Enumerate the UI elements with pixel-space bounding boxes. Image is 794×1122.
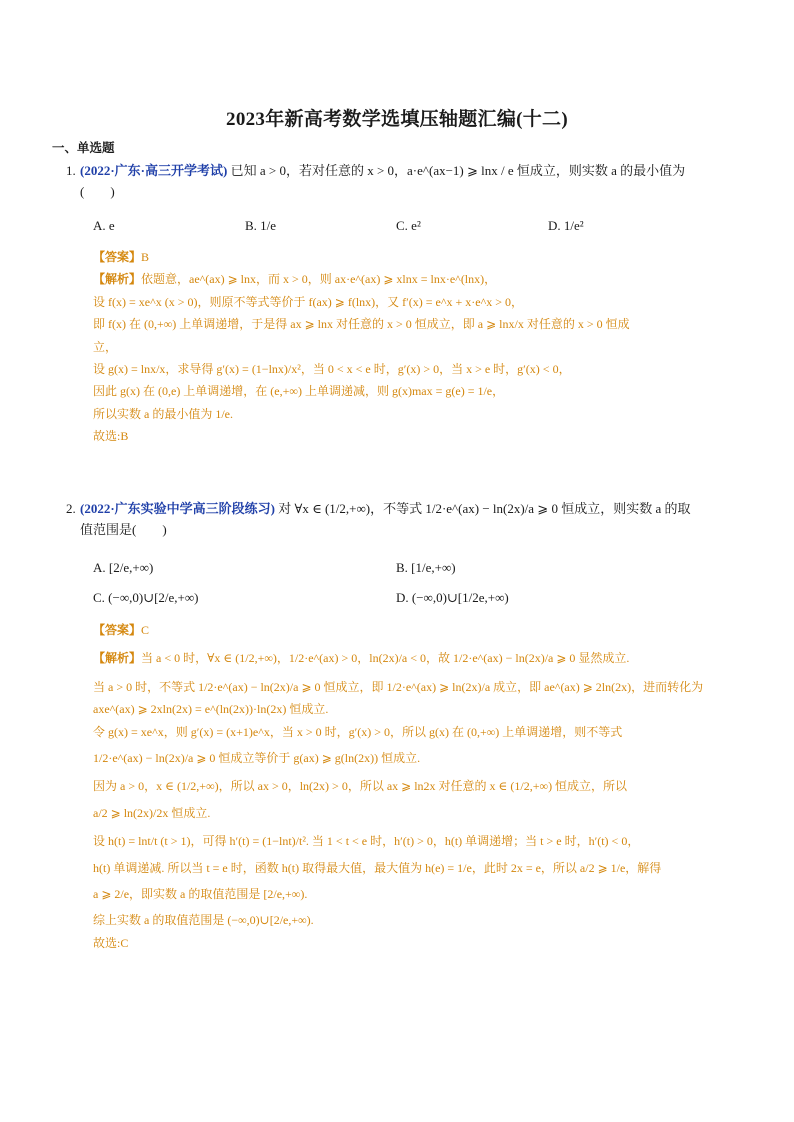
analysis-line [93,268,733,290]
option-a: A. e [93,218,115,233]
question-number: 1. [66,163,76,178]
analysis-line: a ⩾ 2/e，即实数 a 的取值范围是 [2/e,+∞). [93,887,308,902]
analysis-line: 立， [93,339,118,354]
analysis-line: 当 a > 0 时，不等式 1/2·e^(ax) − ln(2x)/a ⩾ 0 恒成立，即 1/2·e^(ax) ⩾ ln(2x)/a 成立，即 ae^(ax) ⩾ 2ln(2x)，进而转化为 [93,679,704,694]
analysis-line: 即 f(x) 在 (0,+∞) 上单调递增，于是得 ax ⩾ lnx 对任意的 x > 0 恒成立，即 a ⩾ lnx/x 对任意的 x > 0 恒成 [93,317,630,332]
option-a: A. [2/e,+∞) [93,560,154,575]
analysis-line: 因为 a > 0，x ∈ (1/2,+∞)，所以 ax > 0，ln(2x) > 0，所以 ax ⩾ ln2x 对任意的 x ∈ (1/2,+∞) 恒成立，所以 [93,779,628,794]
analysis-text: 当 a < 0 时，∀x ∈ (1/2,+∞)，1/2·e^(ax) > 0，ln(2x)/a < 0，故 1/2·e^(ax) − ln(2x)/a ⩾ 0 显然成立. [141,651,630,666]
option-b: B. [1/e,+∞) [396,560,456,575]
question-2 [66,498,730,540]
analysis-text: 依题意，ae^(ax) ⩾ lnx，而 x > 0，则 ax·e^(ax) ⩾ xlnx = lnx·e^(lnx)， [141,272,497,287]
answer-value: B [141,250,150,264]
analysis-line: h(t) 单调递减. 所以当 t = e 时，函数 h(t) 取得最大值，最大值为 h(e) = 1/e，此时 2x = e，所以 a/2 ⩾ 1/e，解得 [93,860,662,875]
analysis-line: 1/2·e^(ax) − ln(2x)/a ⩾ 0 恒成立等价于 g(ax) ⩾ g(ln(2x)) 恒成立. [93,751,421,766]
analysis-line: 综上实数 a 的取值范围是 (−∞,0)∪[2/e,+∞). [93,913,314,928]
analysis-line: 所以实数 a 的最小值为 1/e. [93,406,233,421]
section-heading: 一、单选题 [52,141,115,155]
option-b: B. 1/e [245,218,277,233]
q2-answer-block [93,619,733,954]
answer-value: C [141,623,150,637]
question-number: 2. [66,501,76,516]
question-source: (2022·广东·高三开学考试) [80,163,228,178]
analysis-line [93,647,733,669]
analysis-line: 因此 g(x) 在 (0,e) 上单调递增，在 (e,+∞) 上单调递减，则 g(x)max = g(e) = 1/e， [93,384,505,399]
question-1 [66,160,730,202]
page-title: 2023年新高考数学选填压轴题汇编(十二) [226,109,568,130]
question-source: (2022·广东实验中学高三阶段练习) [80,501,275,516]
answer-line [93,246,733,268]
question-stem-cont: 值范围是( ) [80,522,167,537]
analysis-line: 故选:C [93,935,129,950]
answer-line [93,619,733,641]
analysis-line: 设 f(x) = xe^x (x > 0)，则原不等式等价于 f(ax) ⩾ f(lnx)，又 f′(x) = e^x + x·e^x > 0， [93,294,523,309]
analysis-line: 故选:B [93,429,129,444]
answer-tag: 【答案】 [93,250,142,264]
analysis-line: 设 g(x) = lnx/x，求导得 g′(x) = (1−lnx)/x²，当 0 < x < e 时，g′(x) > 0，当 x > e 时，g′(x) < 0， [93,362,571,377]
option-c: C. (−∞,0)∪[2/e,+∞) [93,590,199,605]
analysis-line: a/2 ⩾ ln(2x)/2x 恒成立. [93,805,211,820]
analysis-tag: 【解析】 [93,272,142,287]
option-c: C. e² [396,218,421,233]
answer-tag: 【答案】 [93,623,142,637]
analysis-line: 设 h(t) = lnt/t (t > 1)，可得 h′(t) = (1−lnt)/t². 当 1 < t < e 时，h′(t) > 0，h(t) 单调递增；当 t > e 时，h′(t) < 0， [93,834,640,849]
analysis-line: 令 g(x) = xe^x，则 g′(x) = (x+1)e^x，当 x > 0 时，g′(x) > 0，所以 g(x) 在 (0,+∞) 上单调递增，则不等式 [93,724,623,739]
analysis-line: axe^(ax) ⩾ 2xln(2x) = e^(ln(2x))·ln(2x) 恒成立. [93,702,329,717]
question-stem: 对 ∀x ∈ (1/2,+∞)，不等式 1/2·e^(ax) − ln(2x)/a ⩾ 0 恒成立，则实数 a 的取 [278,501,691,516]
option-d: D. (−∞,0)∪[1/2e,+∞) [396,590,509,605]
q1-answer-block [93,246,733,448]
question-stem: 已知 a > 0，若对任意的 x > 0，a·e^(ax−1) ⩾ lnx / e 恒成立，则实数 a 的最小值为 [230,163,686,178]
analysis-tag: 【解析】 [93,651,142,666]
option-d: D. 1/e² [548,218,584,233]
question-blank: ( ) [80,184,115,199]
